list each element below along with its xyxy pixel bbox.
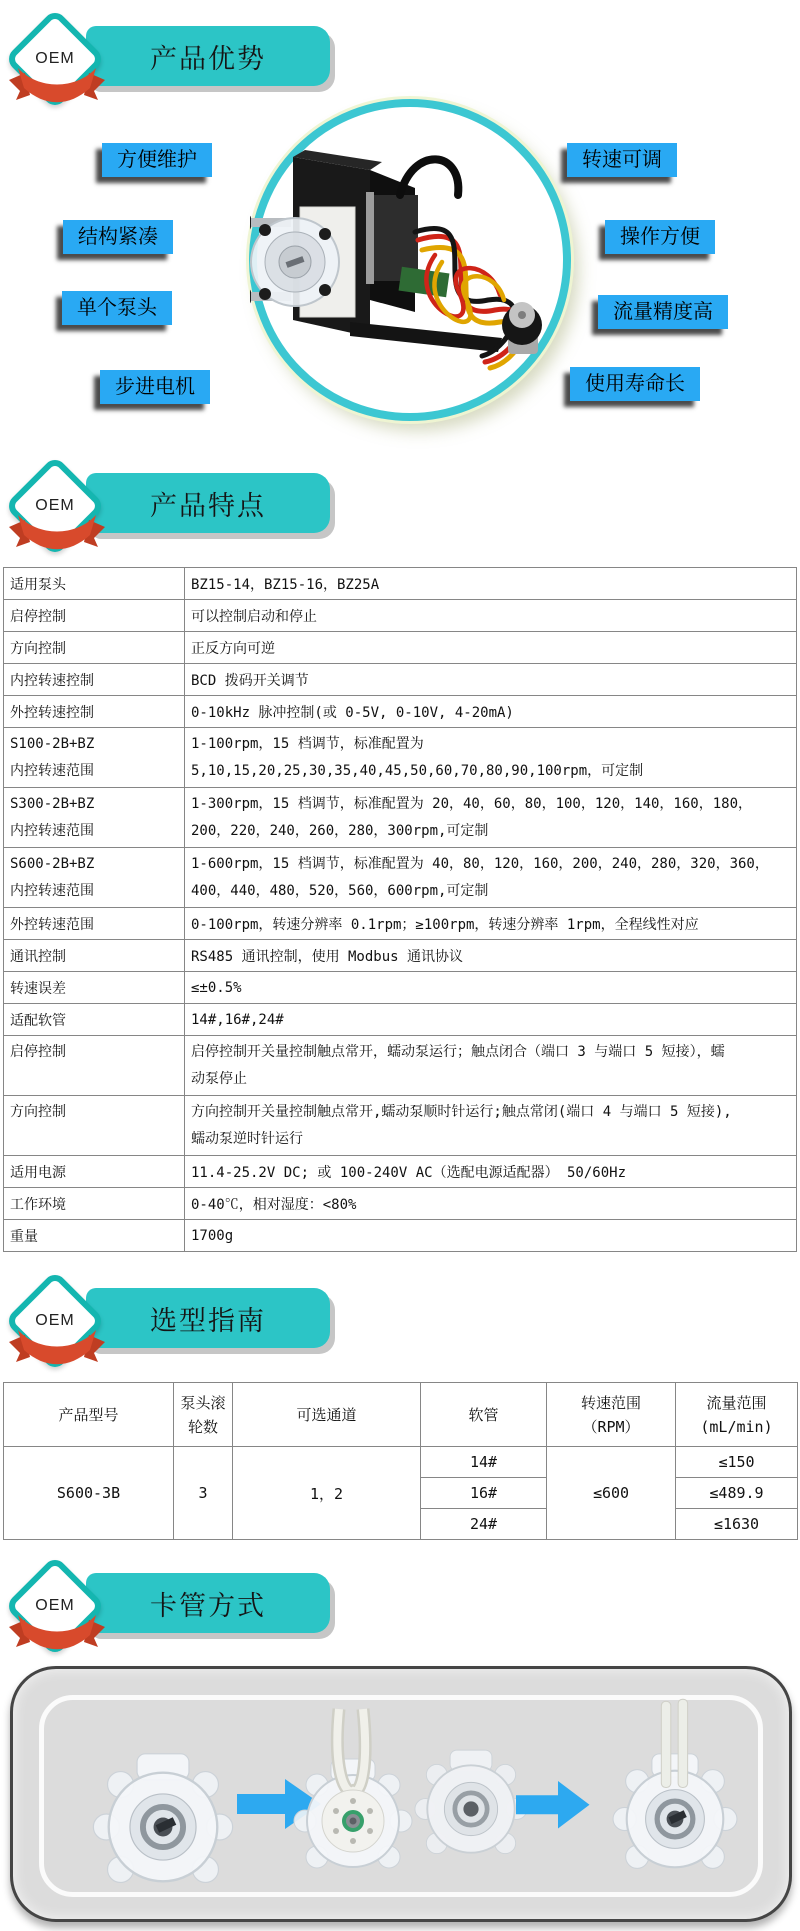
spec-value: 1-100rpm，15 档调节，标准配置为 <box>191 736 424 752</box>
table-row <box>4 1447 798 1478</box>
cell-speed: ≤600 <box>547 1447 676 1540</box>
table-row <box>4 972 797 1004</box>
spec-label: 启停控制 <box>10 1044 66 1060</box>
spec-value: 0-100rpm，转速分辨率 0.1rpm；≥100rpm，转速分辨率 1rpm，全程线性对应 <box>191 916 699 933</box>
spec-value: 1-300rpm，15 档调节，标准配置为 20，40，60，80，100，120，140，160，180， <box>191 796 753 812</box>
spec-value: BZ15-14，BZ15-16，BZ25A <box>191 576 380 593</box>
spec-label: S300-2B+BZ <box>10 796 95 812</box>
spec-label: 内控转速范围 <box>10 763 94 779</box>
table-row <box>4 1096 797 1156</box>
col-header-speed-range: 转速范围 （RPM） <box>547 1383 676 1447</box>
cell-rollers: 3 <box>174 1447 233 1540</box>
spec-value: 1700g <box>191 1227 234 1244</box>
table-row <box>4 696 797 728</box>
spec-label: 适配软管 <box>10 1012 66 1029</box>
cell-flow: ≤489.9 <box>676 1478 798 1509</box>
table-row <box>4 908 797 940</box>
table-row <box>4 1220 797 1252</box>
spec-label: 外控转速范围 <box>10 916 94 933</box>
feature-label-long-service-life: 使用寿命长 <box>570 367 700 401</box>
spec-label: 内控转速范围 <box>10 823 94 839</box>
spec-value: 14#,16#,24# <box>191 1011 284 1028</box>
section-title: 产品优势 <box>150 43 266 74</box>
spec-value: 方向控制开关量控制触点常开,蠕动泵顺时针运行;触点常闭(端口 4 与端口 5 短接), <box>191 1104 732 1120</box>
spec-table <box>3 567 797 1252</box>
feature-label-single-pump-head: 单个泵头 <box>62 291 172 325</box>
section-title: 产品特点 <box>150 490 266 521</box>
selection-table <box>3 1382 798 1540</box>
spec-value: 1-600rpm，15 档调节，标准配置为 40，80，120，160，200，240，280，320，360， <box>191 856 769 872</box>
spec-label: 启停控制 <box>10 608 66 625</box>
cell-flow: ≤150 <box>676 1447 798 1478</box>
pump-head-image-3 <box>415 1750 527 1854</box>
spec-label: 适用电源 <box>10 1164 66 1181</box>
header-banner <box>86 473 330 533</box>
section-header-clamping <box>6 1557 376 1669</box>
col-header-rollers: 泵头滚 轮数 <box>174 1383 233 1447</box>
table-row <box>4 1004 797 1036</box>
table-row <box>4 848 797 908</box>
spec-label: 内控转速范围 <box>10 883 94 899</box>
oem-badge-label: OEM <box>35 1312 75 1329</box>
spec-value: 蠕动泵逆时针运行 <box>191 1131 303 1147</box>
feature-label-easy-maintenance: 方便维护 <box>102 143 212 177</box>
col-header-channels: 可选通道 <box>233 1383 421 1447</box>
oem-badge-label: OEM <box>35 50 75 67</box>
pump-head-image-2 <box>294 1709 412 1868</box>
table-row <box>4 1156 797 1188</box>
spec-value: RS485 通讯控制，使用 Modbus 通讯协议 <box>191 948 464 965</box>
pump-head-image-4 <box>613 1699 737 1868</box>
spec-label: 内控转速控制 <box>10 672 94 689</box>
spec-label: 工作环境 <box>10 1196 66 1213</box>
pump-head-image-1 <box>93 1754 232 1883</box>
cell-tube: 14# <box>421 1447 547 1478</box>
spec-label: 转速误差 <box>10 980 66 997</box>
section-header-features <box>6 457 376 569</box>
spec-value: 11.4-25.2V DC; 或 100-240V AC（选配电源适配器） 50/60Hz <box>191 1164 627 1181</box>
feature-label-high-flow-accuracy: 流量精度高 <box>598 295 728 329</box>
spec-value: 启停控制开关量控制触点常开，蠕动泵运行；触点闭合（端口 3 与端口 5 短接），蠕 <box>191 1044 725 1060</box>
col-header-flow-range: 流量范围 (mL/min) <box>676 1383 798 1447</box>
spec-value: 0-40℃，相对湿度：<80% <box>191 1196 357 1213</box>
cell-channels: 1，2 <box>233 1447 421 1540</box>
table-row <box>4 1036 797 1096</box>
feature-label-compact-structure: 结构紧凑 <box>63 220 173 254</box>
table-header-row <box>4 1383 798 1447</box>
spec-label: 重量 <box>10 1228 38 1245</box>
feature-label-adjustable-speed: 转速可调 <box>567 143 677 177</box>
table-row <box>4 664 797 696</box>
section-title: 选型指南 <box>150 1305 266 1336</box>
header-banner <box>86 26 330 86</box>
spec-label: 方向控制 <box>10 640 66 657</box>
table-row <box>4 632 797 664</box>
spec-value: 200，220，240，260，280，300rpm,可定制 <box>191 823 489 839</box>
oem-badge-label: OEM <box>35 1597 75 1614</box>
col-header-tubing: 软管 <box>421 1383 547 1447</box>
spec-label: 适用泵头 <box>10 576 66 593</box>
spec-value: 0-10kHz 脉冲控制(或 0-5V, 0-10V, 4-20mA) <box>191 704 514 721</box>
header-banner <box>86 1288 330 1348</box>
spec-value: 400，440，480，520，560，600rpm,可定制 <box>191 883 489 899</box>
oem-badge-label: OEM <box>35 497 75 514</box>
spec-value: BCD 拨码开关调节 <box>191 672 309 689</box>
col-header-model: 产品型号 <box>4 1383 174 1447</box>
spec-label: S600-2B+BZ <box>10 856 95 872</box>
table-row <box>4 728 797 788</box>
product-photo-illustration <box>250 100 580 430</box>
spec-value: ≤±0.5% <box>191 979 242 996</box>
table-row <box>4 788 797 848</box>
table-row <box>4 1188 797 1220</box>
feature-label-stepper-motor: 步进电机 <box>100 370 210 404</box>
section-title: 卡管方式 <box>150 1590 266 1621</box>
arrow-right-icon <box>516 1781 590 1829</box>
table-row <box>4 940 797 972</box>
table-row <box>4 568 797 600</box>
spec-value: 动泵停止 <box>191 1071 247 1087</box>
cell-tube: 16# <box>421 1478 547 1509</box>
spec-label: 外控转速控制 <box>10 704 94 721</box>
feature-label-easy-operation: 操作方便 <box>605 220 715 254</box>
cell-model: S600-3B <box>4 1447 174 1540</box>
spec-value: 正反方向可逆 <box>191 640 275 657</box>
header-banner <box>86 1573 330 1633</box>
section-header-selection <box>6 1272 376 1384</box>
cell-tube: 24# <box>421 1509 547 1540</box>
spec-label: 通讯控制 <box>10 948 66 965</box>
spec-label: S100-2B+BZ <box>10 736 95 752</box>
clamp-steps-illustration <box>13 1669 789 1919</box>
table-row <box>4 600 797 632</box>
clamp-diagram-panel <box>10 1666 792 1922</box>
cell-flow: ≤1630 <box>676 1509 798 1540</box>
spec-value: 5,10,15,20,25,30,35,40,45,50,60,70,80,90,100rpm，可定制 <box>191 763 644 779</box>
spec-label: 方向控制 <box>10 1104 66 1120</box>
spec-value: 可以控制启动和停止 <box>191 608 317 625</box>
